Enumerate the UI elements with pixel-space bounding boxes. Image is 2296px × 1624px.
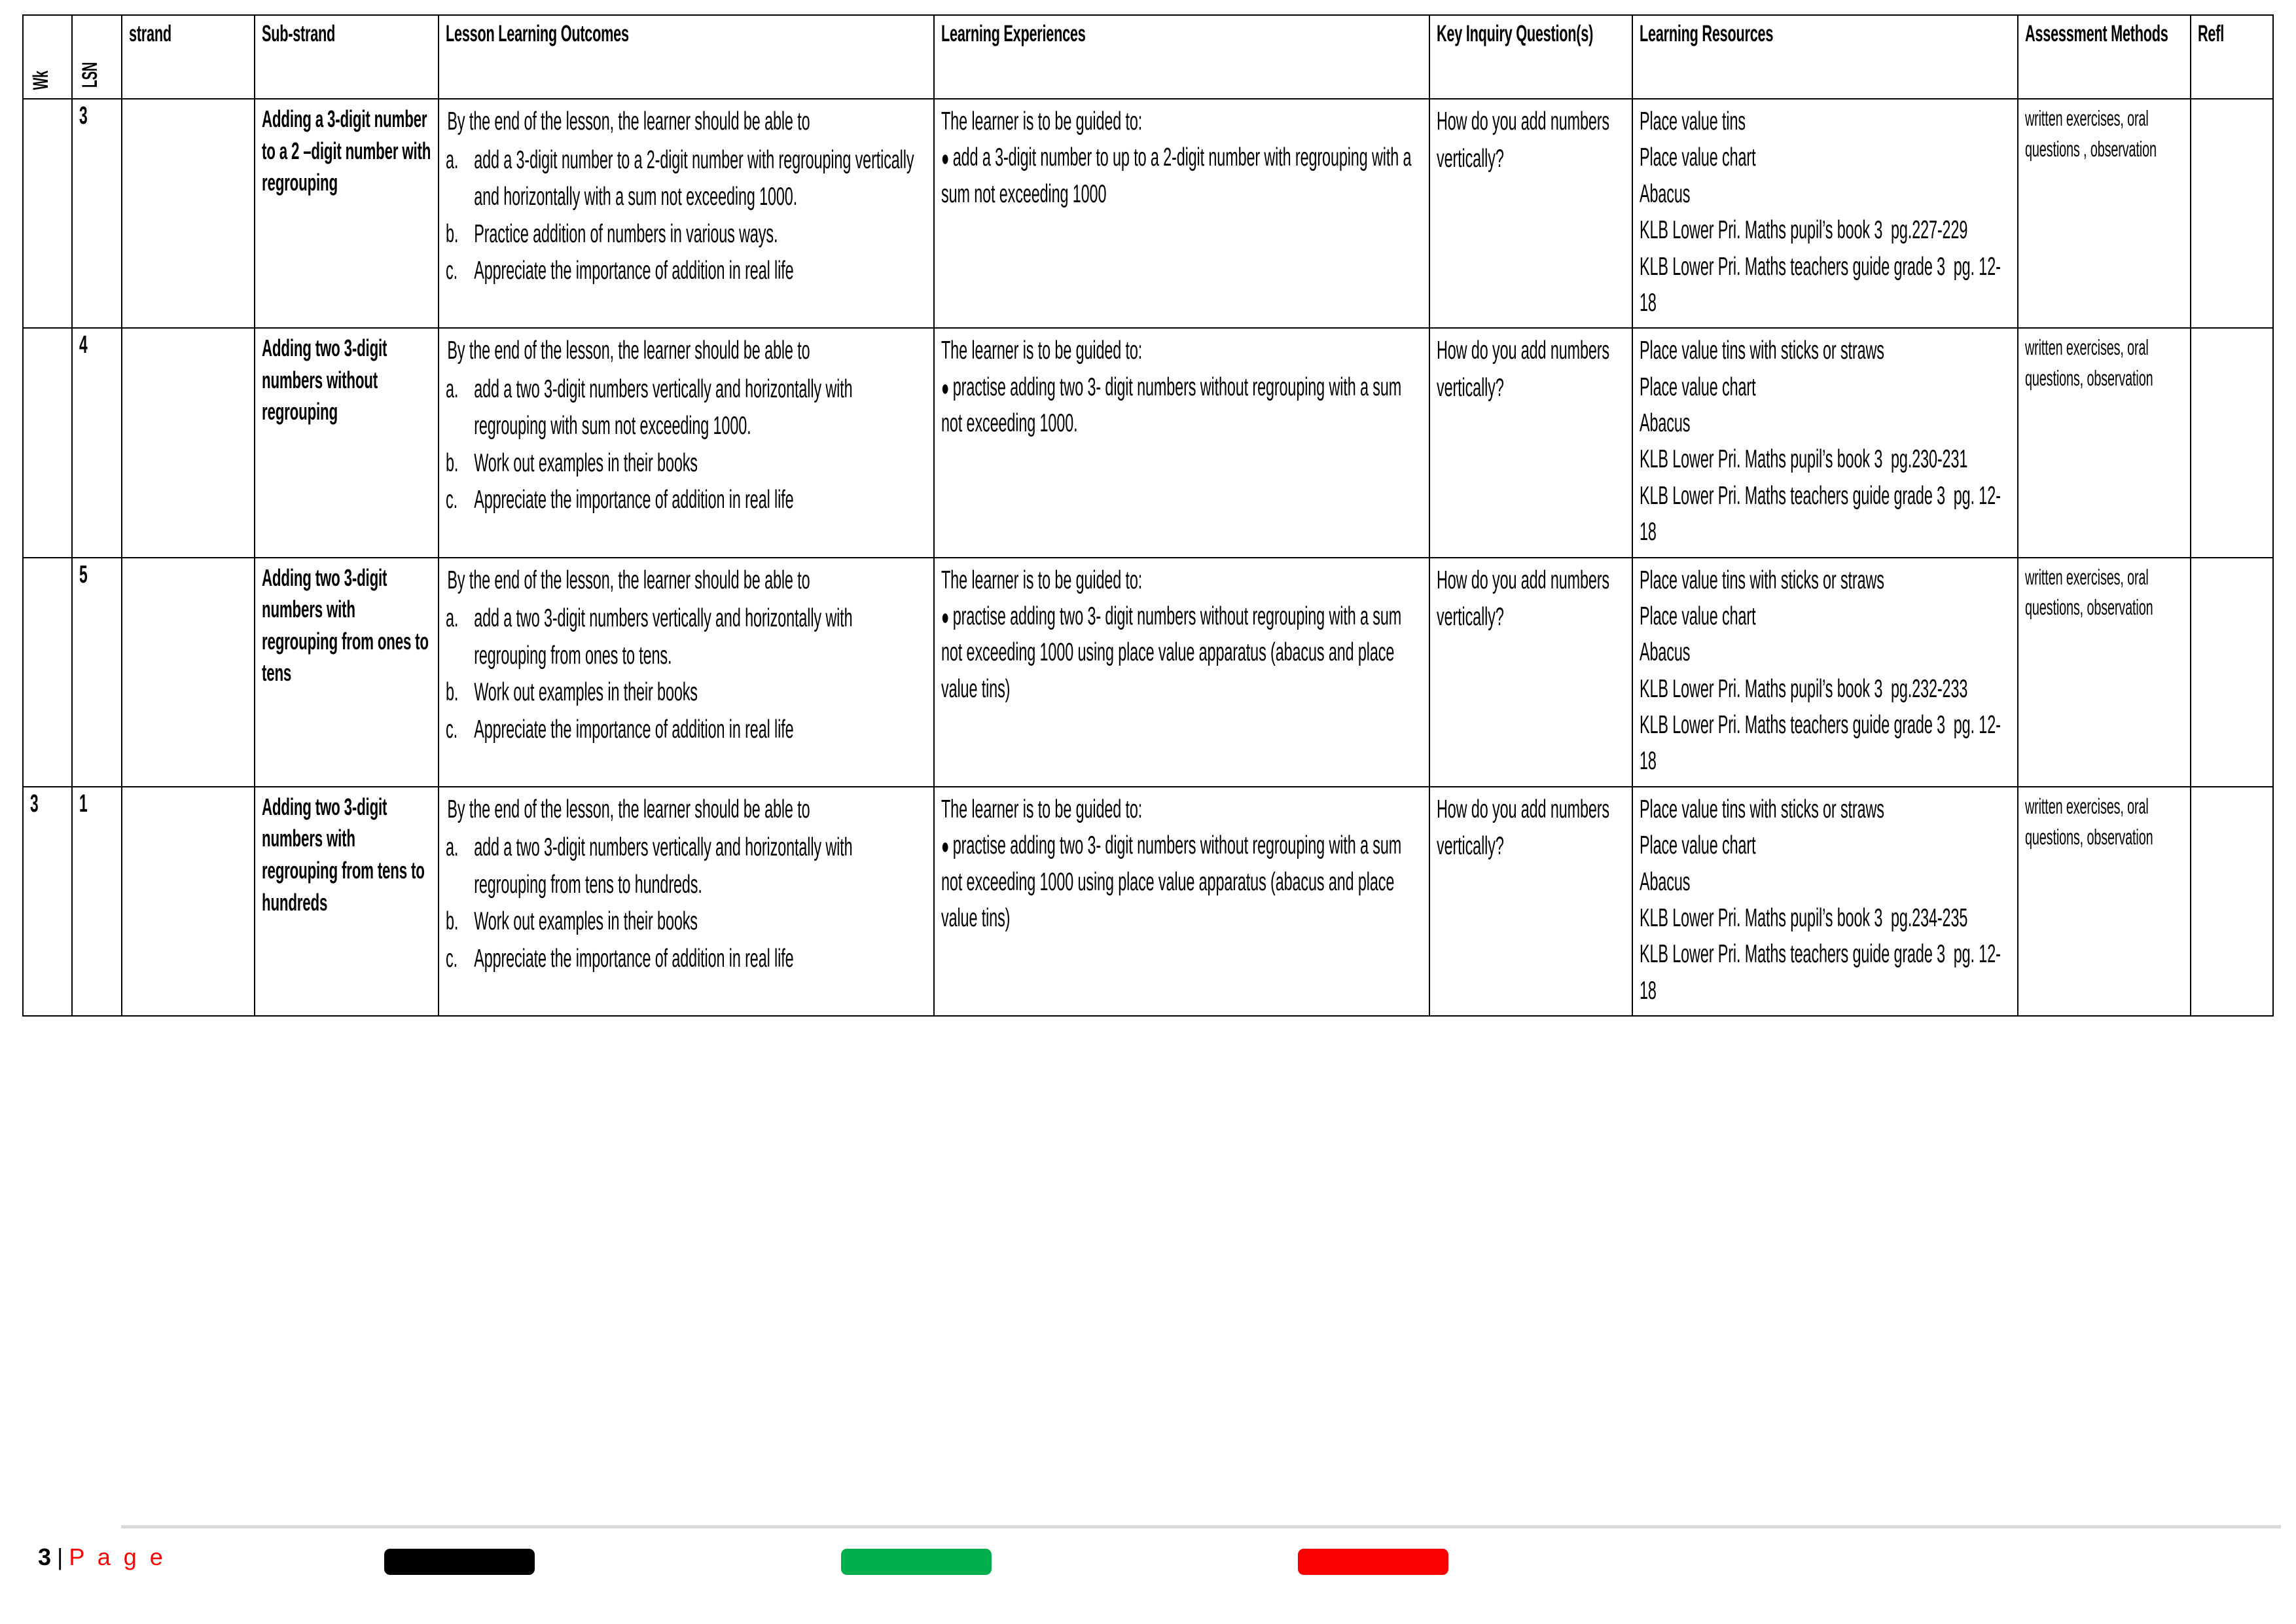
outcome-marker: b. [446, 907, 459, 936]
column-header-wk [23, 15, 72, 99]
cell-sub-strand [255, 787, 439, 1016]
outcome-text: Work out examples in their books [474, 448, 698, 477]
outcome-text: Work out examples in their books [474, 678, 698, 707]
resource-item: KLB Lower Pri. Maths pupil’s book 3 pg.234-235 [1639, 903, 1968, 932]
cell-assessment-methods [2018, 787, 2191, 1016]
outcome-item [446, 445, 927, 482]
resource-item: Place value tins with sticks or straws [1639, 795, 1884, 823]
column-header-lesson-learning-outcomes-label: Lesson Learning Outcomes [446, 21, 629, 46]
cell-lesson-learning-outcomes [439, 558, 934, 787]
cell-learning-resources [1632, 558, 2018, 787]
table-row [23, 787, 2273, 1016]
outcome-item [446, 674, 927, 712]
outcomes-list [446, 371, 927, 519]
outcome-item [446, 829, 927, 903]
outcomes-list [446, 600, 927, 748]
outcome-text: add a two 3-digit numbers vertically and horizontally with regrouping from tens to hundreds. [474, 833, 857, 899]
footer-divider [121, 1525, 2281, 1528]
column-header-lsn [72, 15, 121, 99]
scheme-of-work-table [22, 14, 2274, 1017]
resource-item: Place value tins with sticks or straws [1639, 336, 1884, 365]
bullet-icon: ● [941, 375, 953, 401]
outcome-item [446, 371, 927, 445]
cell-lsn [72, 558, 121, 787]
experiences-intro: The learner is to be guided to: [941, 336, 1143, 365]
resource-item: KLB Lower Pri. Maths pupil’s book 3 pg.227-229 [1639, 216, 1968, 245]
cell-key-inquiry-question [1429, 328, 1632, 557]
cell-learning-resources [1632, 99, 2018, 328]
cell-lesson-learning-outcomes [439, 328, 934, 557]
resource-item: Place value chart [1639, 372, 1756, 401]
table-header-row [23, 15, 2273, 99]
outcome-marker: c. [446, 944, 458, 973]
resource-item: KLB Lower Pri. Maths teachers guide grade 3 pg. 12-18 [1639, 711, 2001, 776]
column-header-strand-label: strand [128, 21, 171, 46]
resource-item: KLB Lower Pri. Maths pupil’s book 3 pg.230-231 [1639, 445, 1968, 474]
resource-item: Place value chart [1639, 602, 1756, 630]
outcome-item [446, 482, 927, 519]
cell-sub-strand [255, 328, 439, 557]
bullet-icon: ● [941, 834, 953, 859]
assessment-value: written exercises, oral questions, observation [2025, 335, 2153, 391]
cell-lsn [72, 787, 121, 1016]
cell-lesson-learning-outcomes [439, 99, 934, 328]
cell-strand [122, 99, 255, 328]
outcome-text: Practice addition of numbers in various ways. [474, 219, 778, 248]
cell-strand [122, 328, 255, 557]
lsn-value: 3 [79, 102, 88, 130]
key-inquiry-value: How do you add numbers vertically? [1436, 795, 1614, 861]
column-header-lsn-label: LSN [78, 62, 102, 88]
outcomes-list [446, 829, 927, 977]
sub-strand-value: Adding two 3-digit numbers without regrouping [262, 334, 387, 425]
experiences-intro: The learner is to be guided to: [941, 795, 1143, 823]
table-row [23, 99, 2273, 328]
column-header-key-inquiry-questions [1429, 15, 1632, 99]
cell-assessment-methods [2018, 99, 2191, 328]
cell-lesson-learning-outcomes [439, 787, 934, 1016]
green-bar [841, 1549, 992, 1575]
assessment-value: written exercises, oral questions, observation [2025, 793, 2153, 849]
experience-bullet [941, 369, 1423, 442]
column-header-wk-label: Wk [29, 70, 52, 90]
column-header-strand [122, 15, 255, 99]
cell-learning-experiences [934, 99, 1429, 328]
resource-item: Abacus [1639, 409, 1691, 437]
resource-item: KLB Lower Pri. Maths teachers guide grade 3 pg. 12-18 [1639, 940, 2001, 1005]
cell-learning-resources [1632, 787, 2018, 1016]
lsn-value: 4 [79, 331, 88, 359]
cell-learning-experiences [934, 558, 1429, 787]
cell-wk [23, 787, 72, 1016]
experiences-intro: The learner is to be guided to: [941, 107, 1143, 135]
column-header-lesson-learning-outcomes [439, 15, 934, 99]
experience-bullet [941, 827, 1423, 936]
resource-item: KLB Lower Pri. Maths teachers guide grade 3 pg. 12-18 [1639, 252, 2001, 317]
page-number-separator: | [57, 1543, 63, 1570]
cell-key-inquiry-question [1429, 99, 1632, 328]
outcomes-list [446, 142, 927, 290]
cell-reflection [2191, 558, 2273, 787]
outcome-text: Appreciate the importance of addition in real life [474, 257, 794, 285]
cell-assessment-methods [2018, 328, 2191, 557]
cell-wk [23, 99, 72, 328]
table-row [23, 558, 2273, 787]
outcome-marker: a. [446, 604, 459, 633]
cell-strand [122, 787, 255, 1016]
outcomes-intro: By the end of the lesson, the learner should be able to [447, 107, 810, 135]
outcome-item [446, 253, 927, 290]
column-header-assessment-methods-label: Assessment Methods [2025, 21, 2168, 46]
cell-wk [23, 558, 72, 787]
outcome-item [446, 712, 927, 749]
outcome-item [446, 600, 927, 674]
black-bar [384, 1549, 535, 1575]
outcome-item [446, 903, 927, 941]
outcome-text: Appreciate the importance of addition in real life [474, 715, 794, 744]
outcome-marker: c. [446, 257, 458, 285]
sub-strand-value: Adding a 3-digit number to a 2 –digit number with regrouping [262, 105, 431, 196]
cell-sub-strand [255, 99, 439, 328]
cell-sub-strand [255, 558, 439, 787]
lsn-value: 1 [79, 789, 88, 818]
outcomes-intro: By the end of the lesson, the learner should be able to [447, 566, 810, 594]
column-header-sub-strand-label: Sub-strand [262, 21, 336, 46]
experience-text: practise adding two 3- digit numbers without regrouping with a sum not exceeding 1000. [941, 372, 1406, 437]
cell-reflection [2191, 787, 2273, 1016]
column-header-key-inquiry-questions-label: Key Inquiry Question(s) [1436, 21, 1593, 46]
column-header-learning-experiences-label: Learning Experiences [941, 21, 1086, 46]
resource-item: Place value chart [1639, 143, 1756, 172]
page-number: 3 [38, 1543, 52, 1570]
cell-lsn [72, 99, 121, 328]
outcome-item [446, 216, 927, 253]
key-inquiry-value: How do you add numbers vertically? [1436, 107, 1614, 173]
cell-strand [122, 558, 255, 787]
sub-strand-value: Adding two 3-digit numbers with regrouping from tens to hundreds [262, 793, 425, 916]
outcome-marker: b. [446, 678, 459, 707]
column-header-learning-resources [1632, 15, 2018, 99]
page-number-label [38, 1543, 166, 1571]
outcome-marker: c. [446, 715, 458, 744]
resource-item: KLB Lower Pri. Maths teachers guide grade 3 pg. 12-18 [1639, 481, 2001, 547]
lsn-value: 5 [79, 560, 88, 588]
outcome-marker: b. [446, 219, 459, 248]
column-header-learning-experiences [934, 15, 1429, 99]
cell-key-inquiry-question [1429, 558, 1632, 787]
outcome-text: Appreciate the importance of addition in real life [474, 486, 794, 514]
resource-item: Abacus [1639, 867, 1691, 896]
resource-item: Place value tins with sticks or straws [1639, 566, 1884, 594]
column-header-sub-strand [255, 15, 439, 99]
cell-reflection [2191, 328, 2273, 557]
table-row [23, 328, 2273, 557]
cell-learning-experiences [934, 787, 1429, 1016]
bullet-icon: ● [941, 146, 953, 171]
outcomes-intro: By the end of the lesson, the learner should be able to [447, 795, 810, 823]
outcome-marker: b. [446, 448, 459, 477]
outcomes-intro: By the end of the lesson, the learner should be able to [447, 336, 810, 365]
outcome-marker: a. [446, 145, 459, 174]
wk-value: 3 [30, 789, 39, 818]
cell-assessment-methods [2018, 558, 2191, 787]
column-header-assessment-methods [2018, 15, 2191, 99]
red-bar [1298, 1549, 1448, 1575]
cell-learning-experiences [934, 328, 1429, 557]
experience-text: practise adding two 3- digit numbers without regrouping with a sum not exceeding 1000 using place value apparatus (abacus and place value tins) [941, 831, 1406, 932]
experience-bullet [941, 139, 1423, 212]
resource-item: Abacus [1639, 179, 1691, 208]
cell-wk [23, 328, 72, 557]
sub-strand-value: Adding two 3-digit numbers with regrouping from ones to tens [262, 564, 429, 687]
table-body [23, 99, 2273, 1016]
column-header-refl [2191, 15, 2273, 99]
resource-item: Place value chart [1639, 831, 1756, 860]
outcome-item [446, 142, 927, 216]
page-footer [0, 1525, 2296, 1624]
outcome-text: Appreciate the importance of addition in real life [474, 944, 794, 973]
cell-reflection [2191, 99, 2273, 328]
experience-text: add a 3-digit number to up to a 2-digit number with regrouping with a sum not exceeding 1000 [941, 143, 1416, 208]
key-inquiry-value: How do you add numbers vertically? [1436, 566, 1614, 632]
resource-item: Abacus [1639, 638, 1691, 667]
column-header-refl-label: Refl [2198, 21, 2225, 46]
outcome-marker: c. [446, 486, 458, 514]
outcome-text: add a two 3-digit numbers vertically and horizontally with regrouping with sum not exceeding 1000. [474, 374, 857, 441]
column-header-learning-resources-label: Learning Resources [1639, 21, 1774, 46]
assessment-value: written exercises, oral questions , observation [2025, 106, 2157, 161]
resource-item: Place value tins [1639, 107, 1746, 135]
outcome-text: add a two 3-digit numbers vertically and horizontally with regrouping from ones to tens. [474, 604, 857, 670]
page-word: P a g e [69, 1543, 166, 1570]
outcome-marker: a. [446, 833, 459, 862]
outcome-item [446, 941, 927, 978]
key-inquiry-value: How do you add numbers vertically? [1436, 336, 1614, 402]
resource-item: KLB Lower Pri. Maths pupil’s book 3 pg.232-233 [1639, 674, 1968, 703]
outcome-text: Work out examples in their books [474, 907, 698, 936]
experiences-intro: The learner is to be guided to: [941, 566, 1143, 594]
experience-bullet [941, 598, 1423, 707]
cell-learning-resources [1632, 328, 2018, 557]
experience-text: practise adding two 3- digit numbers without regrouping with a sum not exceeding 1000 using place value apparatus (abacus and place value tins) [941, 602, 1406, 703]
outcome-marker: a. [446, 374, 459, 403]
cell-key-inquiry-question [1429, 787, 1632, 1016]
bullet-icon: ● [941, 604, 953, 630]
cell-lsn [72, 328, 121, 557]
outcome-text: add a 3-digit number to a 2-digit number with regrouping vertically and horizontally with a sum not exceeding 1000. [474, 145, 918, 211]
assessment-value: written exercises, oral questions, observation [2025, 564, 2153, 620]
